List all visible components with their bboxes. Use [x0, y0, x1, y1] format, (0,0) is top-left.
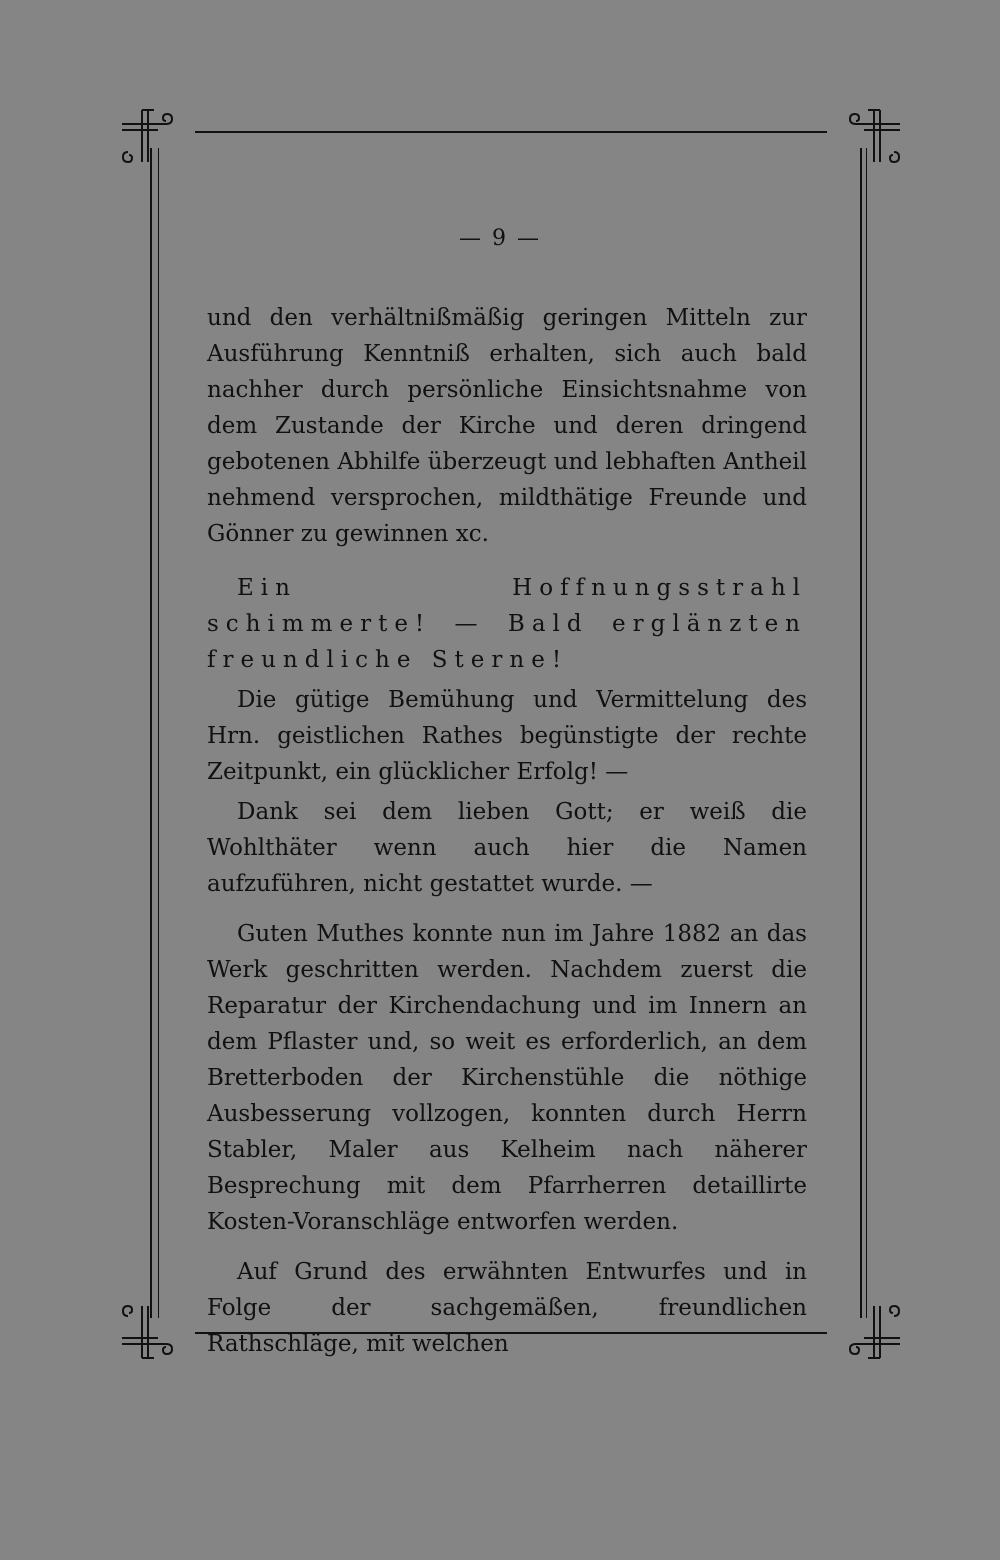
- paragraph: und den verhältnißmäßig geringen Mitteln zur Ausführung Kenntniß erhalten, sich auch bald nachher durch persönliche Einsichtsnahme von dem Zustande der Kirche und deren dringend gebotenen Abhilfe überzeugt und lebhaften Antheil nehmend versprochen, mildthätige Freunde und Gönner zu gewinnen xc.: [207, 305, 807, 547]
- paragraph: Dank sei dem lieben Gott; er weiß die Wohlthäter wenn auch hier die Namen aufzuführen, nicht gestattet wurde. —: [207, 799, 807, 897]
- frame-left-rule: [150, 148, 152, 1318]
- corner-ornament-icon: [824, 102, 904, 172]
- paragraph-spaced: Ein Hoffnungsstrahl schimmerte! — Bald erglänzten freundliche Sterne!: [207, 575, 807, 673]
- frame-left-inner-rule: [158, 148, 159, 1318]
- corner-ornament-icon: [824, 1296, 904, 1366]
- paragraph: Die gütige Bemühung und Vermittelung des Hrn. geistlichen Rathes begünstigte der rechte Zeitpunkt, ein glücklicher Erfolg! —: [207, 687, 807, 785]
- frame-right-inner-rule: [866, 148, 867, 1318]
- page-number: — 9 —: [459, 226, 541, 251]
- corner-ornament-icon: [118, 1296, 198, 1366]
- frame-top-rule: [195, 131, 827, 133]
- body-text: [207, 300, 807, 1362]
- paragraph: Auf Grund des erwähnten Entwurfes und in Folge der sachgemäßen, freundlichen Rathschläge, mit welchen: [207, 1259, 807, 1357]
- paragraph: Guten Muthes konnte nun im Jahre 1882 an das Werk geschritten werden. Nachdem zuerst die Reparatur der Kirchendachung und im Innern an dem Pflaster und, so weit es erforderlich, an dem Bretterboden der Kirchenstühle die nöthige Ausbesserung vollzogen, konnten durch Herrn Stabler, Maler aus Kelheim nach näherer Besprechung mit dem Pfarrherren detaillirte Kosten-Voranschläge entworfen werden.: [207, 921, 807, 1235]
- corner-ornament-icon: [118, 102, 198, 172]
- frame-right-rule: [860, 148, 862, 1318]
